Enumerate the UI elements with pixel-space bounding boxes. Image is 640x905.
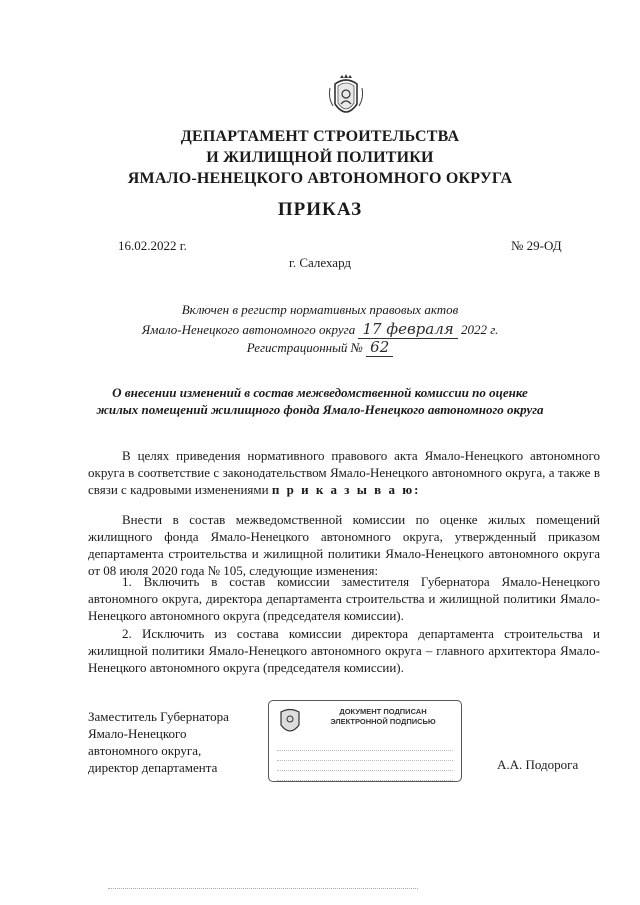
document-date: 16.02.2022 г. [118,238,187,253]
preamble-text: В целях приведения нормативного правового акта Ямало-Ненецкого автономного округа в соответствие с законодательством Ямало-Ненецкого автономного округа, а также в связи с кадровыми изменениями [88,448,600,497]
subject-line1: О внесении изменений в состав межведомственной комиссии по оценке [112,385,528,400]
registration-region: Ямало-Ненецкого автономного округа [141,322,356,337]
signer-title-line1: Заместитель Губернатора [88,709,229,724]
order-item-1: 1. Включить в состав комиссии заместителя Губернатора Ямало-Ненецкого автономного округа, директора департамента строительства и жилищной политики Ямало-Ненецкого автономного округа (председателя комиссии). [88,574,600,623]
org-name-line2: И ЖИЛИЩНОЙ ПОЛИТИКИ [206,149,434,166]
registration-year: 2022 г. [460,322,499,337]
order-word: п р и к а з ы в а ю: [271,482,421,497]
stamp-title-line1: ДОКУМЕНТ ПОДПИСАН [339,707,427,716]
org-name-line3: ЯМАЛО-НЕНЕЦКОГО АВТОНОМНОГО ОКРУГА [127,170,513,187]
coat-of-arms-icon [327,74,365,122]
stamp-certificate-details [277,741,453,781]
stamp-detail-line [277,751,453,761]
handwritten-registration-date: 17 февраля [358,320,457,339]
stamp-title-line2: ЭЛЕКТРОННОЙ ПОДПИСЬЮ [330,717,436,726]
registration-line2 [0,320,640,338]
main-paragraph: Внести в состав межведомственной комиссии по оценке жилых помещений жилищного фонда Ямало-Ненецкого автономного округа, утвержденный приказом департамента строительства и жилищной политики Ямало-Ненецкого автономного округа от 08 июля 2020 года № 105, следующие изменения: [88,512,600,578]
signer-name: А.А. Подорога [497,757,579,772]
electronic-signature-stamp [268,700,462,782]
preamble-paragraph [88,447,600,498]
signer-title-line3: автономного округа, [88,743,202,758]
stamp-detail-line [277,761,453,771]
signer-title-line4: директор департамента [88,760,218,775]
subject-line2: жилых помещений жилищного фонда Ямало-Ненецкого автономного округа [96,402,544,417]
stamp-detail-line [277,741,453,751]
footer-divider [108,888,418,889]
registration-line3 [0,338,640,356]
stamp-title [309,707,457,727]
org-name-line1: ДЕПАРТАМЕНТ СТРОИТЕЛЬСТВА [180,128,460,145]
order-item-2: 2. Исключить из состава комиссии директора департамента строительства и жилищной политики Ямало-Ненецкого автономного округа – главного архитектора Ямало-Ненецкого автономного округа (председателя комиссии). [88,626,600,675]
stamp-detail-line [277,771,453,781]
document-type-title: ПРИКАЗ [277,199,363,220]
document-city: г. Салехард [288,255,352,270]
handwritten-registration-number: 62 [366,338,393,357]
stamp-emblem-icon [277,707,303,737]
signer-title [88,708,229,776]
registration-line1: Включен в регистр нормативных правовых актов [181,302,459,317]
document-number: № 29-ОД [511,238,562,253]
signer-title-line2: Ямало-Ненецкого [88,726,187,741]
registration-number-label: Регистрационный № [246,340,363,355]
